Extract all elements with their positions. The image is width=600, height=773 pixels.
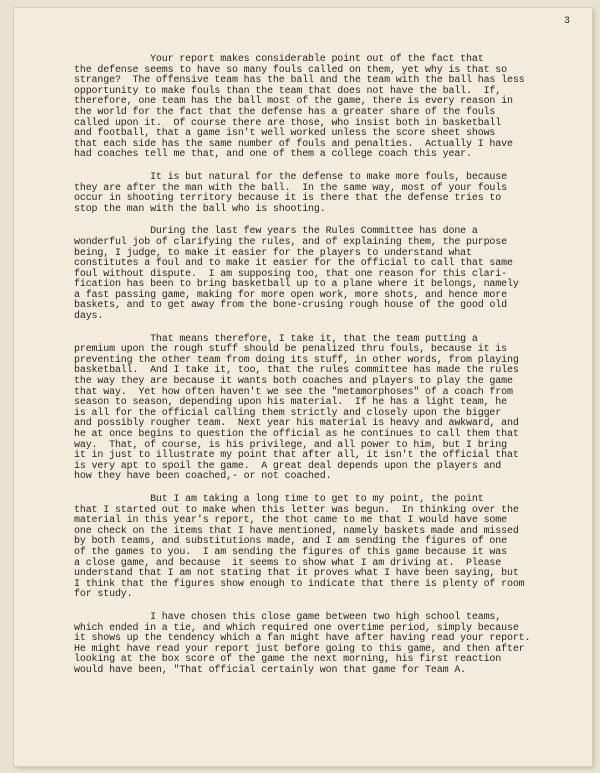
letter-body [74, 55, 594, 688]
paragraph [74, 613, 594, 677]
text-line: basketball. And I take it, too, that the rules committee has made the rules [74, 365, 519, 377]
text-line: occur in shooting territory because it is there that the defense tries to [74, 193, 502, 205]
page-number: 3 [563, 16, 570, 27]
text-line: would have been, "That official certainly won that game for Team A. [74, 664, 467, 676]
text-line: season to season, depending upon his material. If he has a light team, he [74, 397, 507, 409]
text-line: I have chosen this close game between two high school teams, [74, 611, 502, 623]
text-line: the world for the fact that the defense has a greater share of the fouls [74, 106, 496, 118]
text-line: he at once begins to question the official as he continues to call them that [74, 429, 519, 440]
text-line: the way they are because it wants both coaches and players to play the game [74, 376, 513, 388]
text-line: looking at the box score of the game the next morning, his first reaction [74, 654, 502, 666]
text-line: had coaches tell me that, and one of them a college coach this year. [74, 149, 472, 161]
text-line: is very apt to spoil the game. A great deal depends upon the players and [74, 460, 502, 472]
paragraph [74, 495, 594, 601]
text-line: foul without dispute. I am supposing too, that one reason for this clari- [74, 268, 507, 280]
text-line: premium upon the rough stuff should be penalized thru fouls, because it is [74, 344, 507, 356]
text-line: that each side has the same number of fouls and penalties. Actually I have [74, 138, 513, 150]
text-line: understand that I am not stating that it proves what I have been saying, but [74, 568, 519, 580]
text-line: preventing the other team from doing its stuff, in other words, from playing [74, 354, 519, 366]
text-line: by both teams, and substitutions made, and I am sending the figures of one [74, 536, 507, 548]
text-line: how they have been coached,- or not coached. [74, 471, 332, 483]
text-line: is all for the official calling them strictly and closely upon the bigger [74, 407, 502, 419]
text-line: He might have read your report just before going to this game, and then after [74, 643, 525, 655]
text-line: that way. Yet how often haven't we see the "metamorphoses" of a coach from [74, 386, 513, 398]
text-line: being, I judge, to make it easier for the players to understand what [74, 247, 472, 259]
text-line: constitutes a foul and to make it easier for the official to call that same [74, 258, 513, 270]
text-line: and football, that a game isn't well worked unless the score sheet shows [74, 128, 496, 140]
text-line: Your report makes considerable point out of the fact that [74, 54, 484, 65]
letter-page [14, 8, 592, 766]
text-line: During the last few years the Rules Committee has done a [74, 226, 478, 238]
text-line: strange? The offensive team has the ball and the team with the ball has less [74, 75, 525, 87]
text-line: called upon it. Of course there are those, who insist both in basketball [74, 117, 502, 129]
text-line: which ended in a tie, and which required one overtime period, simply because [74, 622, 519, 634]
paragraph [74, 227, 594, 322]
text-line: stop the man with the ball who is shooting. [74, 203, 326, 215]
text-line: it in just to illustrate my point that after all, it isn't the official that [74, 450, 519, 462]
text-line: way. That, of course, is his privilege, and all power to him, but I bring [74, 439, 507, 451]
text-line: they are after the man with the ball. In the same way, most of your fouls [74, 182, 507, 194]
text-line: baskets, and to get away from the bone-crusing rough house of the good old [74, 300, 507, 312]
text-line: of the games to you. I am sending the figures of this game because it was [74, 546, 507, 558]
text-line: material in this year's report, the thot came to me that I would have some [74, 515, 507, 527]
text-line: for study. [74, 589, 133, 601]
text-line: I think that the figures show enough to indicate that there is plenty of room [74, 578, 525, 590]
text-line: that I started out to make when this letter was begun. In thinking over the [74, 504, 519, 516]
text-line: fication has been to bring basketball up to a plane where it belongs, namely [74, 279, 519, 291]
text-line: a fast passing game, making for more open work, more shots, and hence more [74, 289, 507, 301]
text-line: days. [74, 311, 104, 323]
text-line: a close game, and because it seems to show what I am driving at. Please [74, 557, 502, 569]
text-line: That means therefore, I take it, that the team putting a [74, 333, 478, 345]
text-line: the defense seems to have so many fouls called on them, yet why is that so [74, 64, 507, 76]
text-line: one check on the items that I have mentioned, namely baskets made and missed [74, 525, 519, 537]
paragraph [74, 173, 594, 215]
text-line: and possibly rougher team. Next year his material is heavy and awkward, and [74, 418, 519, 430]
paragraph [74, 55, 594, 161]
text-line: It is but natural for the defense to make more fouls, because [74, 171, 507, 183]
text-line: therefore, one team has the ball most of the game, there is every reason in [74, 96, 513, 108]
text-line: opportunity to make fouls than the team that does not have the ball. If, [74, 85, 502, 97]
paragraph [74, 335, 594, 483]
text-line: But I am taking a long time to get to my point, the point [74, 493, 484, 505]
text-line: it shows up the tendency which a fan might have after having read your report. [74, 633, 531, 645]
text-line: wonderful job of clarifying the rules, and of explaining them, the purpose [74, 236, 507, 248]
